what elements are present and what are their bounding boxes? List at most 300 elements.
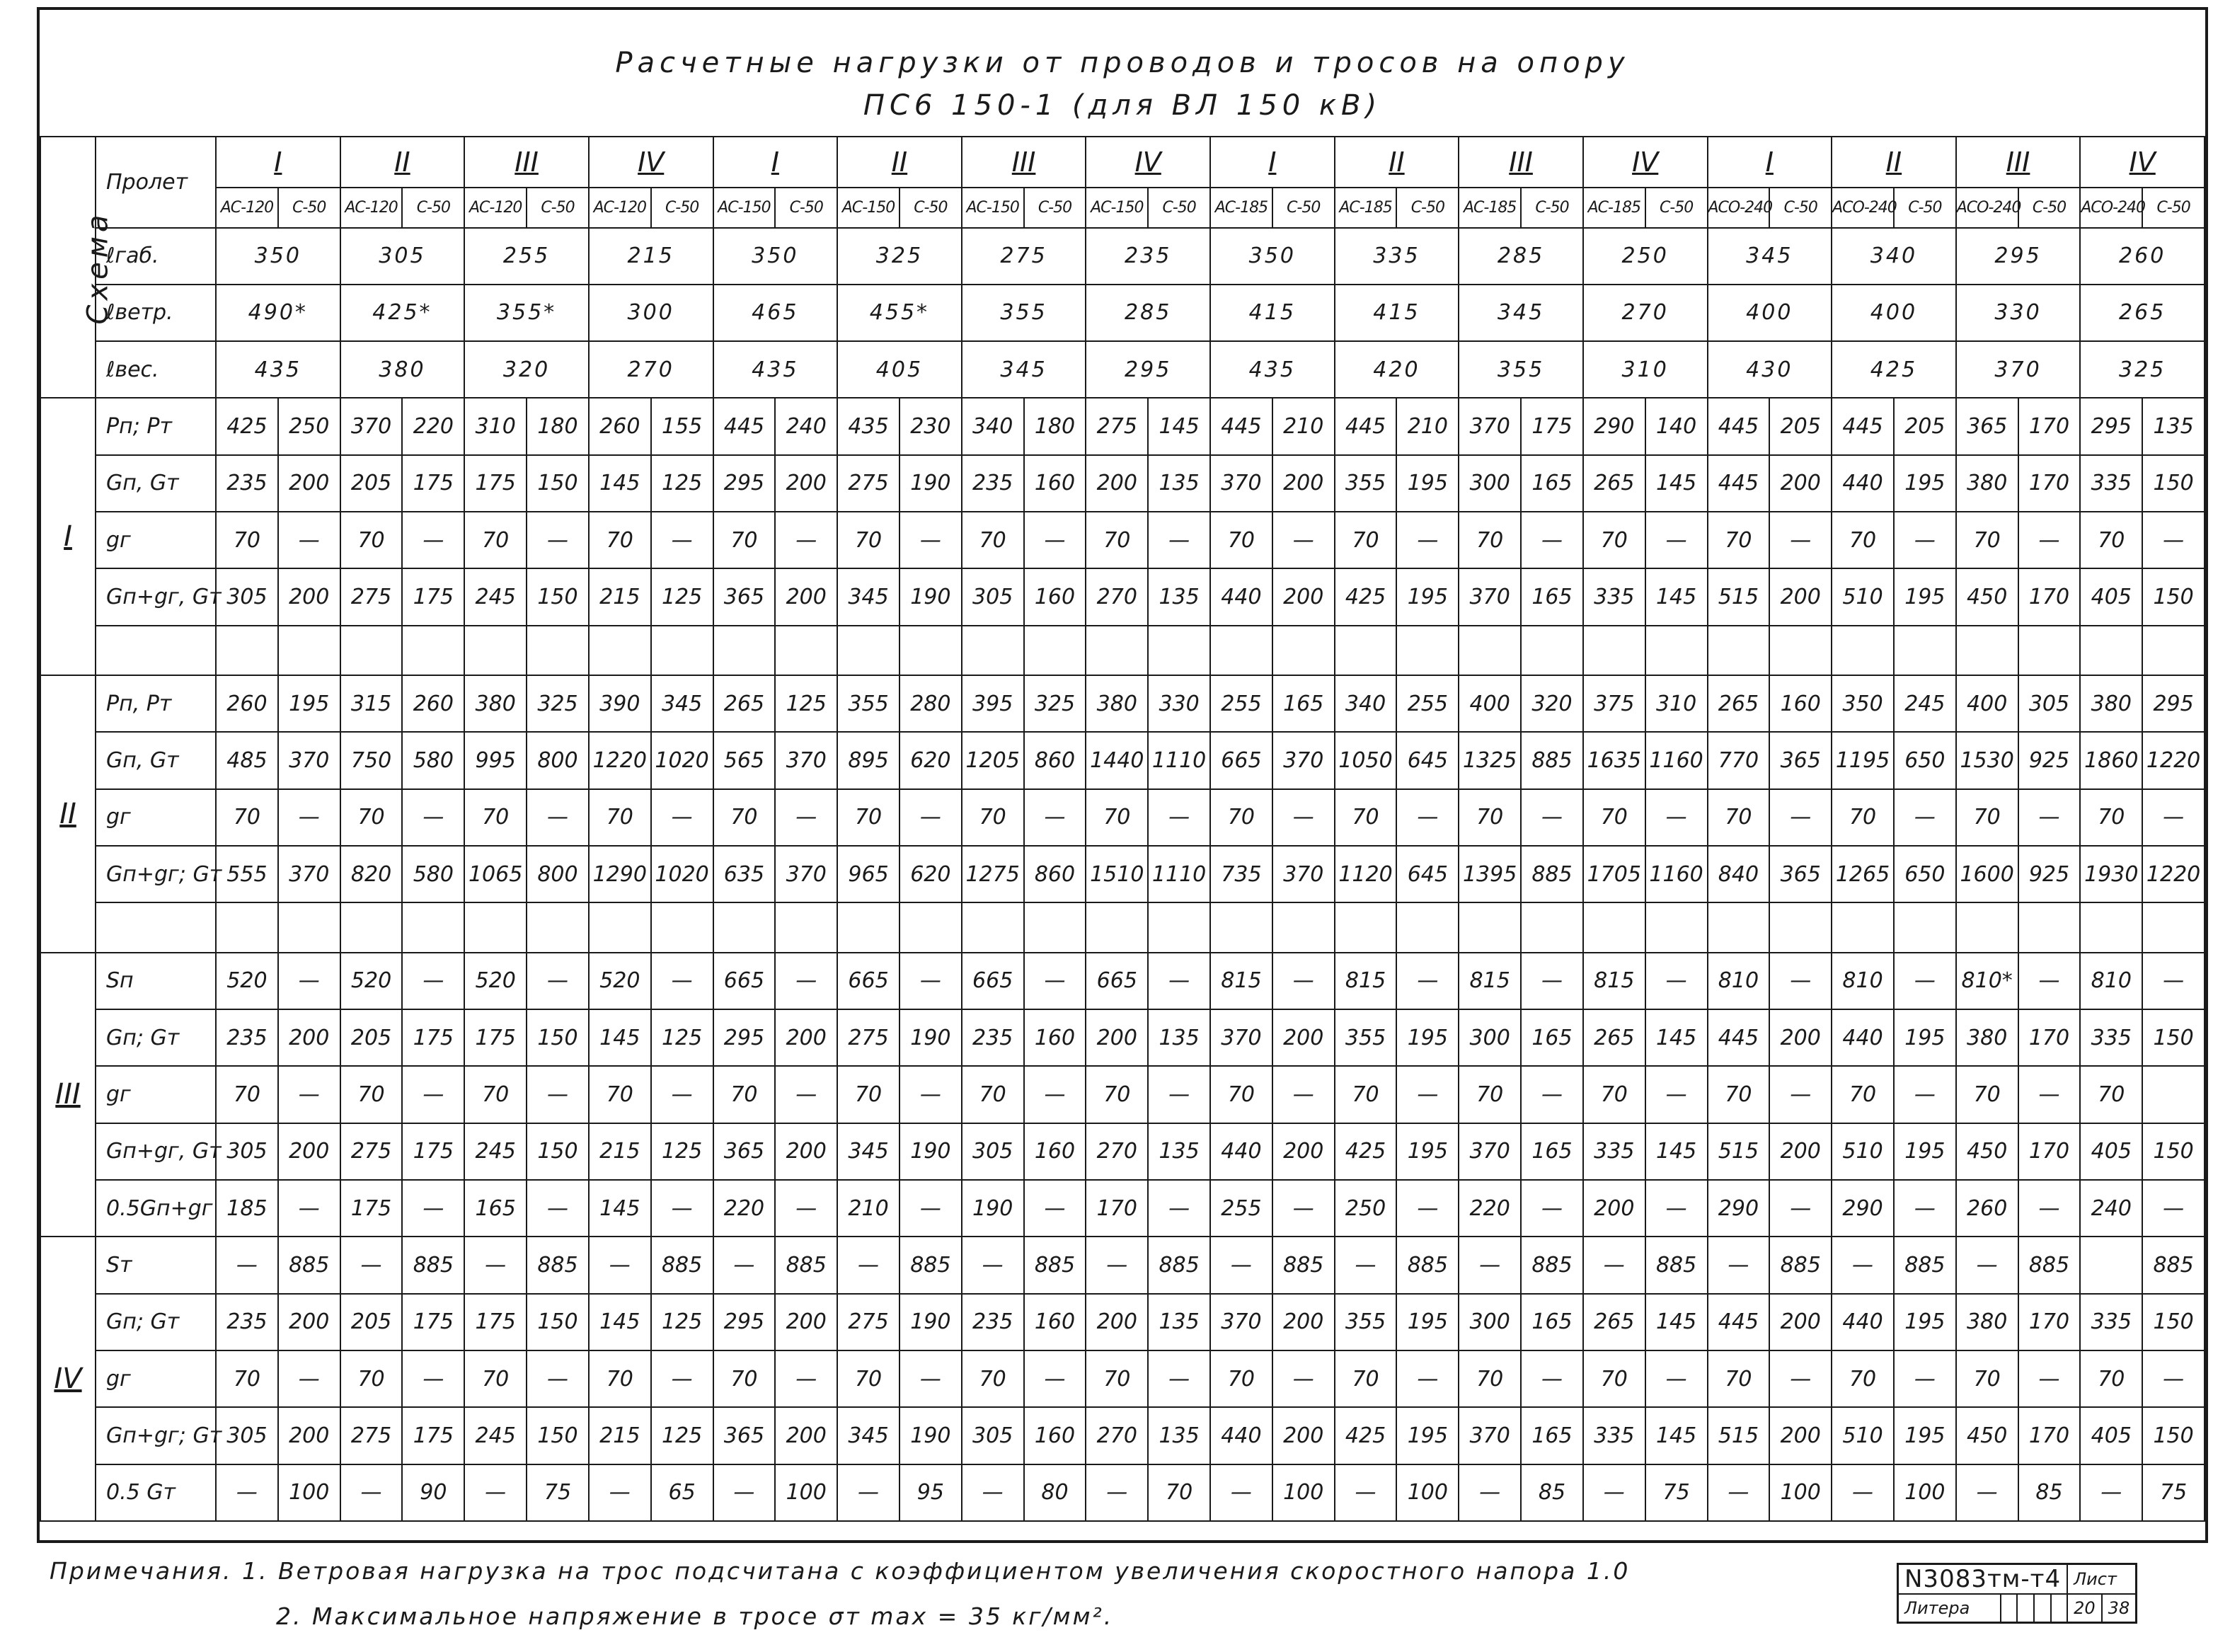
cell-value: — — [1272, 953, 1335, 1009]
cell-value: 200 — [1769, 1123, 1832, 1180]
cell-value: 370 — [340, 398, 403, 454]
cell-value: — — [1894, 1066, 1956, 1123]
span-value: 420 — [1335, 341, 1459, 398]
span-value: 345 — [1708, 228, 1832, 285]
blank-cell — [2142, 626, 2205, 675]
cell-value: 1440 — [1086, 732, 1148, 788]
cell-value: 265 — [1708, 675, 1770, 732]
cell-value: 145 — [1645, 1407, 1708, 1464]
cell-value: — — [1396, 1066, 1459, 1123]
cell-value: 750 — [340, 732, 403, 788]
cell-value: 200 — [1272, 1294, 1335, 1350]
cell-value: — — [1645, 1350, 1708, 1407]
blank-cell — [651, 902, 713, 952]
cell-value: 650 — [1894, 732, 1956, 788]
cell-value: — — [837, 1464, 900, 1521]
span-value: 425 — [1832, 341, 1956, 398]
blank-cell — [1708, 902, 1770, 952]
cell-value: — — [278, 953, 340, 1009]
cell-value: — — [1148, 1066, 1210, 1123]
cell-value: — — [1894, 789, 1956, 846]
cell-value: — — [651, 789, 713, 846]
cell-value: 70 — [713, 512, 776, 568]
cell-value: 400 — [1459, 675, 1521, 732]
drawing-code: N3083тм-т4 — [1898, 1564, 2068, 1595]
span-value: 330 — [1956, 285, 2081, 341]
span-value: 355 — [962, 285, 1086, 341]
span-value: 430 — [1708, 341, 1832, 398]
cell-value: — — [464, 1464, 527, 1521]
wire-type: АС-185 — [1210, 188, 1272, 227]
cell-value: 150 — [527, 1009, 589, 1066]
cell-value: — — [1148, 789, 1210, 846]
cell-value: 200 — [278, 1294, 340, 1350]
data-row — [40, 953, 2205, 1009]
cell-value: 70 — [2080, 1066, 2142, 1123]
cell-value: — — [713, 1237, 776, 1293]
cell-value: 135 — [1148, 1294, 1210, 1350]
cell-value: — — [278, 789, 340, 846]
cell-value: 170 — [2018, 1407, 2081, 1464]
cell-value: — — [1832, 1237, 1894, 1293]
cell-value: 150 — [2142, 455, 2205, 512]
title-block-stamp — [1897, 1563, 2137, 1624]
blank-cell — [1521, 626, 1583, 675]
wire-type: С-50 — [402, 188, 464, 227]
blank-cell — [1210, 902, 1272, 952]
cell-value: 265 — [1583, 455, 1645, 512]
cell-value: 335 — [2080, 1009, 2142, 1066]
cell-value: 355 — [837, 675, 900, 732]
cell-value: 355 — [1335, 1294, 1397, 1350]
blank-cell — [1459, 902, 1521, 952]
cell-value: 335 — [2080, 1294, 2142, 1350]
cell-value: 70 — [216, 789, 278, 846]
cell-value: 425 — [216, 398, 278, 454]
span-value: 320 — [464, 341, 589, 398]
cell-value: 450 — [1956, 1123, 2018, 1180]
cell-value: — — [900, 1066, 962, 1123]
span-value: 325 — [2080, 341, 2205, 398]
cell-value: 370 — [278, 732, 340, 788]
cell-value: — — [2018, 789, 2081, 846]
cell-value: 370 — [775, 846, 837, 902]
cell-value: 520 — [464, 953, 527, 1009]
cell-value: 810* — [1956, 953, 2018, 1009]
blank-cell — [589, 626, 651, 675]
cell-value: 370 — [1459, 568, 1521, 625]
wire-type: С-50 — [900, 188, 962, 227]
cell-value: 330 — [1148, 675, 1210, 732]
cell-value: 245 — [1894, 675, 1956, 732]
blank-cell — [216, 626, 278, 675]
cell-value: 255 — [1396, 675, 1459, 732]
span-value: 325 — [837, 228, 962, 285]
cell-value: 205 — [340, 1009, 403, 1066]
cell-value: 175 — [464, 1009, 527, 1066]
cell-value: — — [1521, 512, 1583, 568]
row-label: Gп, Gт — [96, 455, 216, 512]
cell-value: 145 — [589, 1294, 651, 1350]
group-header: III — [1459, 137, 1583, 188]
cell-value: 220 — [713, 1180, 776, 1237]
cell-value: 135 — [1148, 568, 1210, 625]
cell-value: 440 — [1210, 1407, 1272, 1464]
cell-value: 260 — [1956, 1180, 2018, 1237]
cell-value: 365 — [713, 1407, 776, 1464]
cell-value: 380 — [1956, 1294, 2018, 1350]
cell-value: 275 — [837, 1294, 900, 1350]
data-row — [40, 789, 2205, 846]
cell-value: 665 — [837, 953, 900, 1009]
cell-value — [2142, 1066, 2205, 1123]
blank-cell — [2080, 626, 2142, 675]
cell-value: 345 — [837, 568, 900, 625]
cell-value: 885 — [2018, 1237, 2081, 1293]
cell-value: 150 — [527, 1407, 589, 1464]
cell-value: 160 — [1024, 455, 1086, 512]
header-row-groups — [40, 137, 2205, 188]
cell-value: 820 — [340, 846, 403, 902]
wire-type: АС-185 — [1459, 188, 1521, 227]
cell-value: 200 — [1769, 1294, 1832, 1350]
cell-value: 75 — [1645, 1464, 1708, 1521]
blank-cell — [1024, 902, 1086, 952]
header-row-wires — [40, 188, 2205, 227]
wire-type: АСО-240 — [1832, 188, 1894, 227]
cell-value: 195 — [1396, 1009, 1459, 1066]
cell-value: — — [775, 1350, 837, 1407]
cell-value: 190 — [900, 455, 962, 512]
cell-value: 205 — [1769, 398, 1832, 454]
cell-value: — — [1956, 1237, 2018, 1293]
cell-value: 70 — [1335, 1066, 1397, 1123]
cell-value: 70 — [1086, 512, 1148, 568]
cell-value: 445 — [1708, 398, 1770, 454]
cell-value: — — [651, 512, 713, 568]
cell-value: — — [651, 1180, 713, 1237]
cell-value: 145 — [1645, 568, 1708, 625]
cell-value: 145 — [1148, 398, 1210, 454]
cell-value: 1290 — [589, 846, 651, 902]
cell-value: 145 — [589, 1180, 651, 1237]
cell-value: 70 — [962, 1066, 1024, 1123]
cell-value: 365 — [1769, 732, 1832, 788]
cell-value: 810 — [1832, 953, 1894, 1009]
cell-value: 70 — [837, 1066, 900, 1123]
cell-value: 255 — [1210, 675, 1272, 732]
cell-value: — — [713, 1464, 776, 1521]
cell-value: — — [1272, 789, 1335, 846]
cell-value: 210 — [1396, 398, 1459, 454]
cell-value: 325 — [527, 675, 589, 732]
cell-value: 515 — [1708, 568, 1770, 625]
cell-value: 885 — [1521, 846, 1583, 902]
group-header: II — [1832, 137, 1956, 188]
cell-value: 125 — [651, 1407, 713, 1464]
blank-cell — [1459, 626, 1521, 675]
cell-value: — — [402, 1180, 464, 1237]
cell-value: 160 — [1024, 1294, 1086, 1350]
cell-value: 1160 — [1645, 732, 1708, 788]
cell-value: — — [1210, 1237, 1272, 1293]
cell-value: 160 — [1024, 1407, 1086, 1464]
blank-cell — [1645, 626, 1708, 675]
cell-value: 150 — [527, 455, 589, 512]
blank-row — [40, 902, 2205, 952]
title-line-2: ПС6 150-1 (для ВЛ 150 кВ) — [863, 89, 1382, 122]
blank-cell — [2142, 902, 2205, 952]
cell-value: 580 — [402, 846, 464, 902]
cell-value: 100 — [1894, 1464, 1956, 1521]
cell-value: 815 — [1459, 953, 1521, 1009]
cell-value: 815 — [1583, 953, 1645, 1009]
blank-cell — [1396, 626, 1459, 675]
data-row — [40, 1350, 2205, 1407]
cell-value: 245 — [464, 568, 527, 625]
wire-type: АС-185 — [1335, 188, 1397, 227]
cell-value: 305 — [2018, 675, 2081, 732]
cell-value: 370 — [278, 846, 340, 902]
sheet-total: 38 — [2102, 1594, 2137, 1623]
cell-value: 1020 — [651, 846, 713, 902]
cell-value: 85 — [2018, 1464, 2081, 1521]
cell-value: 70 — [1148, 1464, 1210, 1521]
span-value: 300 — [589, 285, 713, 341]
cell-value: 70 — [1459, 789, 1521, 846]
cell-value: 70 — [1210, 1350, 1272, 1407]
cell-value: 885 — [527, 1237, 589, 1293]
cell-value: 510 — [1832, 1123, 1894, 1180]
blank-cell — [1583, 902, 1645, 952]
cell-value: — — [402, 1350, 464, 1407]
cell-value: 200 — [1769, 1009, 1832, 1066]
wire-type: С-50 — [1024, 188, 1086, 227]
cell-value: 1110 — [1148, 846, 1210, 902]
cell-value: 310 — [1645, 675, 1708, 732]
group-header: IV — [589, 137, 713, 188]
cell-value: 375 — [1583, 675, 1645, 732]
cell-value: 170 — [2018, 1123, 2081, 1180]
cell-value: 160 — [1024, 568, 1086, 625]
cell-value: 295 — [713, 1009, 776, 1066]
cell-value: 70 — [1832, 1066, 1894, 1123]
cell-value: 70 — [464, 1350, 527, 1407]
row-label: 0.5 Gт — [96, 1464, 216, 1521]
cell-value: 510 — [1832, 1407, 1894, 1464]
group-header: IV — [2080, 137, 2205, 188]
cell-value: 70 — [837, 1350, 900, 1407]
wire-type: АС-120 — [216, 188, 278, 227]
cell-value: — — [1086, 1237, 1148, 1293]
cell-value: — — [775, 953, 837, 1009]
cell-value: 275 — [340, 1123, 403, 1180]
blank-cell — [589, 902, 651, 952]
blank-cell — [464, 902, 527, 952]
cell-value: — — [1272, 1180, 1335, 1237]
cell-value: 265 — [1583, 1009, 1645, 1066]
cell-value: 1705 — [1583, 846, 1645, 902]
cell-value: 1635 — [1583, 732, 1645, 788]
cell-value: 135 — [2142, 398, 2205, 454]
cell-value: 70 — [1335, 1350, 1397, 1407]
cell-value: 70 — [837, 512, 900, 568]
cell-value: — — [278, 1066, 340, 1123]
cell-value: 170 — [2018, 455, 2081, 512]
cell-value: 300 — [1459, 455, 1521, 512]
blank-cell — [837, 626, 900, 675]
cell-value: — — [1521, 1180, 1583, 1237]
data-row — [40, 675, 2205, 732]
cell-value: 170 — [2018, 1294, 2081, 1350]
wire-type: С-50 — [2018, 188, 2081, 227]
cell-value: 140 — [1645, 398, 1708, 454]
cell-value: 70 — [837, 789, 900, 846]
wire-type: АС-150 — [713, 188, 776, 227]
group-header: II — [837, 137, 962, 188]
blank-cell — [340, 902, 403, 952]
cell-value: 135 — [1148, 1407, 1210, 1464]
span-value: 270 — [1583, 285, 1708, 341]
cell-value: 380 — [2080, 675, 2142, 732]
row-label: gг — [96, 512, 216, 568]
cell-value: — — [1894, 1350, 1956, 1407]
cell-value: 440 — [1832, 1294, 1894, 1350]
cell-value: 265 — [713, 675, 776, 732]
data-row — [40, 846, 2205, 902]
blank-cell — [464, 626, 527, 675]
cell-value: 280 — [900, 675, 962, 732]
cell-value: 370 — [1210, 1294, 1272, 1350]
cell-value: 70 — [2080, 1350, 2142, 1407]
group-header: I — [216, 137, 340, 188]
cell-value: 100 — [278, 1464, 340, 1521]
data-row — [40, 512, 2205, 568]
cell-value: — — [1645, 1180, 1708, 1237]
cell-value: 520 — [340, 953, 403, 1009]
cell-value: 145 — [589, 1009, 651, 1066]
cell-value: — — [527, 1350, 589, 1407]
cell-value: — — [589, 1237, 651, 1293]
cell-value: 70 — [962, 512, 1024, 568]
group-header: IV — [1583, 137, 1708, 188]
wire-type: АС-150 — [1086, 188, 1148, 227]
span-value: 335 — [1335, 228, 1459, 285]
wire-type: АС-120 — [589, 188, 651, 227]
cell-value: — — [527, 789, 589, 846]
cell-value: 155 — [651, 398, 713, 454]
data-row — [40, 568, 2205, 625]
cell-value: 165 — [1521, 1407, 1583, 1464]
cell-value: 100 — [775, 1464, 837, 1521]
cell-value: 70 — [1708, 512, 1770, 568]
cell-value: 1930 — [2080, 846, 2142, 902]
cell-value: 260 — [402, 675, 464, 732]
blank-cell — [1086, 902, 1148, 952]
span-value: 345 — [1459, 285, 1583, 341]
cell-value: 995 — [464, 732, 527, 788]
cell-value: 440 — [1210, 568, 1272, 625]
cell-value: 215 — [589, 568, 651, 625]
cell-value: — — [1645, 1066, 1708, 1123]
span-value: 270 — [589, 341, 713, 398]
cell-value: — — [2142, 1180, 2205, 1237]
cell-value: — — [216, 1237, 278, 1293]
span-value: 435 — [713, 341, 838, 398]
blank-cell — [2018, 902, 2081, 952]
cell-value: 635 — [713, 846, 776, 902]
cell-value: — — [1396, 512, 1459, 568]
cell-value: — — [1148, 953, 1210, 1009]
blank-cell — [1956, 626, 2018, 675]
cell-value: 295 — [2142, 675, 2205, 732]
cell-value: 200 — [278, 1123, 340, 1180]
data-row — [40, 1407, 2205, 1464]
cell-value: 390 — [589, 675, 651, 732]
blank-cell — [1894, 902, 1956, 952]
cell-value: 175 — [402, 1123, 464, 1180]
cell-value: 150 — [2142, 1009, 2205, 1066]
cell-value: — — [837, 1237, 900, 1293]
cell-value: 885 — [1769, 1237, 1832, 1293]
wire-type: АС-120 — [464, 188, 527, 227]
blank-cell — [96, 902, 216, 952]
cell-value: 235 — [216, 455, 278, 512]
cell-value: 70 — [216, 1066, 278, 1123]
cell-value: 195 — [1894, 1407, 1956, 1464]
span-value: 285 — [1086, 285, 1210, 341]
row-label: 0.5Gп+gг — [96, 1180, 216, 1237]
cell-value: 170 — [2018, 1009, 2081, 1066]
cell-value: — — [2142, 1350, 2205, 1407]
cell-value: 370 — [1459, 1123, 1521, 1180]
title-line-1: Расчетные нагрузки от проводов и тросов на опору — [615, 47, 1630, 79]
cell-value: 70 — [1956, 789, 2018, 846]
cell-value: 200 — [1272, 455, 1335, 512]
cell-value: 290 — [1583, 398, 1645, 454]
cell-value: 95 — [900, 1464, 962, 1521]
blank-cell — [278, 902, 340, 952]
cell-value: 370 — [1272, 732, 1335, 788]
cell-value: 70 — [1210, 789, 1272, 846]
cell-value: — — [775, 1180, 837, 1237]
cell-value: — — [1148, 1350, 1210, 1407]
cell-value: 235 — [962, 455, 1024, 512]
wire-type: АСО-240 — [1708, 188, 1770, 227]
cell-value: 215 — [589, 1123, 651, 1180]
cell-value: 275 — [340, 1407, 403, 1464]
cell-value: 885 — [1024, 1237, 1086, 1293]
cell-value: 160 — [1769, 675, 1832, 732]
cell-value: 445 — [1832, 398, 1894, 454]
cell-value: 650 — [1894, 846, 1956, 902]
cell-value: — — [2142, 789, 2205, 846]
cell-value: 150 — [2142, 1407, 2205, 1464]
span-value: 415 — [1210, 285, 1335, 341]
cell-value: 1220 — [2142, 846, 2205, 902]
cell-value: 305 — [962, 1407, 1024, 1464]
blank-cell — [1024, 626, 1086, 675]
cell-value: 165 — [1521, 1123, 1583, 1180]
blank-row — [40, 626, 2205, 675]
cell-value: 150 — [2142, 1294, 2205, 1350]
cell-value: 70 — [216, 1350, 278, 1407]
cell-value: — — [1335, 1237, 1397, 1293]
cell-value: 445 — [1335, 398, 1397, 454]
cell-value: 160 — [1024, 1123, 1086, 1180]
sheet-number: 20 — [2067, 1594, 2102, 1623]
cell-value: 185 — [216, 1180, 278, 1237]
